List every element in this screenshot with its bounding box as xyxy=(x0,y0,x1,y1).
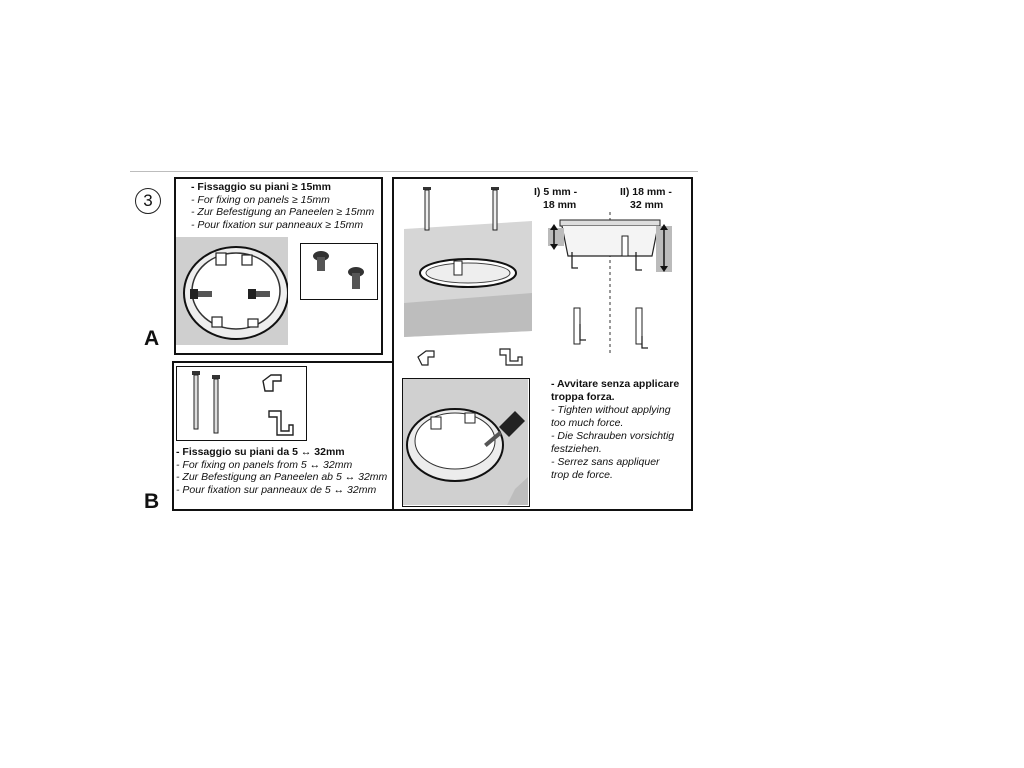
range-ii-line1: II) 18 mm - xyxy=(620,186,672,198)
step-number: 3 xyxy=(135,188,161,214)
ring-base-illustration xyxy=(176,237,288,345)
tighten-line-it-1: - Avvitare senza applicare xyxy=(551,378,680,390)
tighten-line-en-1: - Tighten without applying xyxy=(551,404,671,416)
panel-cutout-illustration xyxy=(404,181,532,371)
range-i-label xyxy=(534,186,577,211)
mounting-cross-section xyxy=(544,212,676,358)
label-a: A xyxy=(144,327,160,350)
range-ii-line2: 32 mm xyxy=(630,198,664,211)
tighten-line-en-2: too much force. xyxy=(551,417,624,429)
long-screw-icon xyxy=(192,371,200,429)
top-rule xyxy=(130,171,698,172)
section-b-text xyxy=(176,446,387,496)
range-ii-label xyxy=(620,186,672,211)
tighten-note xyxy=(551,378,679,482)
section-b-line-it: - Fissaggio su piani da 5 ↔ 32mm xyxy=(176,446,345,458)
screwdriver-illustration xyxy=(402,378,530,507)
section-a-line-de: - Zur Befestigung an Paneelen ≥ 15mm xyxy=(191,206,375,218)
range-i-line2: 18 mm xyxy=(543,198,577,211)
screws-inset xyxy=(300,243,378,300)
label-b: B xyxy=(144,490,160,513)
tighten-line-de-2: festziehen. xyxy=(551,443,602,455)
bracket-icon xyxy=(263,375,281,391)
section-a-text xyxy=(191,181,374,231)
section-b-line-fr: - Pour fixation sur panneaux de 5 ↔ 32mm xyxy=(176,483,377,496)
tighten-line-fr-2: trop de force. xyxy=(551,469,613,481)
long-screws-inset xyxy=(176,366,307,441)
section-a-line-fr: - Pour fixation sur panneaux ≥ 15mm xyxy=(191,218,364,231)
short-screw-icon xyxy=(313,251,329,271)
section-b-line-en: - For fixing on panels from 5 ↔ 32mm xyxy=(176,458,353,471)
section-a-line-it: - Fissaggio su piani ≥ 15mm xyxy=(191,181,331,193)
section-a-line-en: - For fixing on panels ≥ 15mm xyxy=(191,193,330,206)
range-i-line1: I) 5 mm - xyxy=(534,186,578,198)
tighten-line-it-2: troppa forza. xyxy=(551,391,615,403)
tighten-line-de-1: - Die Schrauben vorsichtig xyxy=(551,430,675,442)
tighten-line-fr-1: - Serrez sans appliquer xyxy=(551,456,660,468)
section-b-line-de: - Zur Befestigung an Paneelen ab 5 ↔ 32mm xyxy=(176,471,388,483)
